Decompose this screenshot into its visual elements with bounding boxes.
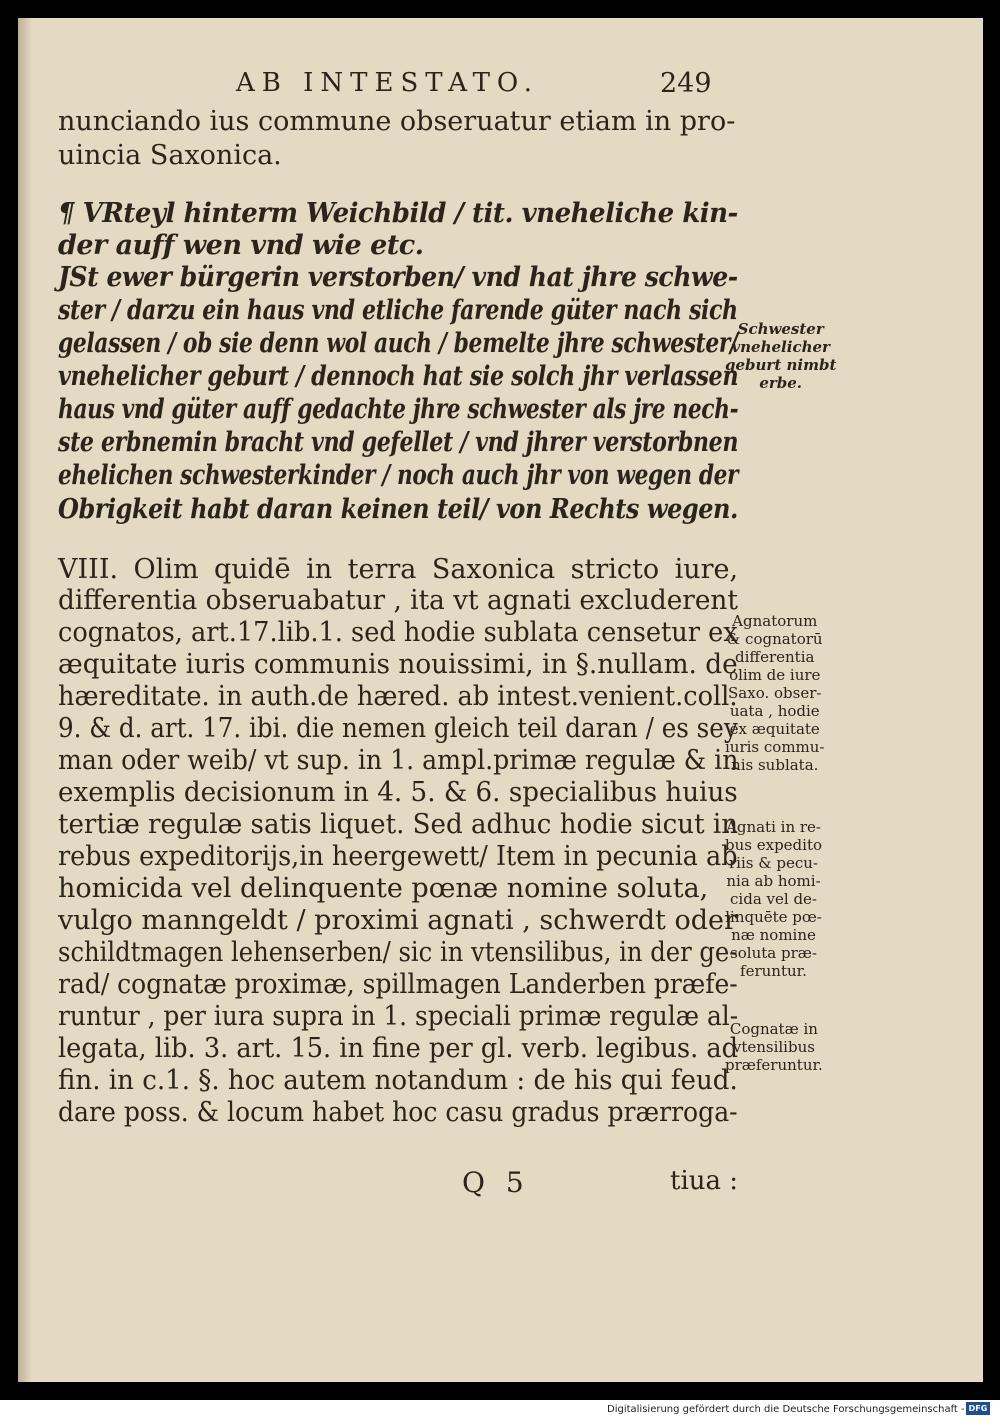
text-line: VIII. Olim quidē in terra Saxonica stricto iure,: [58, 554, 739, 585]
text-line: tertiæ regulæ satis liquet. Sed adhuc hodie sicut in: [58, 809, 739, 840]
text-line: Obrigkeit habt daran keinen teil/ von Rechts wegen.: [58, 494, 738, 525]
marginal-note-line: bus expedito: [725, 836, 823, 854]
text-line: ¶ VRteyl hinterm Weichbild / tit. vneheliche kin-: [58, 198, 738, 229]
marginal-note-line: næ nomine: [731, 926, 816, 944]
catchword: tiua :: [670, 1166, 739, 1196]
marginal-note: [725, 1020, 823, 1074]
text-line: differentia obseruabatur , ita vt agnati excluderent: [58, 585, 738, 616]
text-line: rad/ cognatæ proximæ, spillmagen Landerben præfe-: [58, 969, 738, 1000]
text-line: vnehelicher geburt / dennoch hat sie solch jhr verlassen: [58, 361, 739, 392]
marginal-note-line: ex æquitate: [729, 720, 820, 738]
marginal-note-line: olim de iure: [729, 666, 821, 684]
marginal-note: [725, 320, 836, 392]
text-line: cognatos, art.17.lib.1. sed hodie sublata censetur ex: [58, 617, 738, 648]
marginal-note-line: soluta præ-: [730, 944, 817, 962]
text-line: JSt ewer bürgerin verstorben/ vnd hat jhre schwe-: [58, 262, 738, 293]
text-line: rebus expeditorijs,in heergewett/ Item in pecunia ab: [58, 841, 738, 872]
marginal-note-line: erbe.: [759, 374, 803, 392]
signature-mark: Q 5: [462, 1166, 530, 1199]
marginal-note-line: vnehelicher: [731, 338, 830, 356]
running-title: AB INTESTATO.: [236, 68, 539, 98]
marginal-note-line: nia ab homi-: [726, 872, 821, 890]
text-line: vulgo manngeldt / proximi agnati , schwerdt oder: [58, 905, 737, 936]
marginal-note-line: cida vel de-: [730, 890, 817, 908]
marginal-note-line: præferuntur.: [725, 1056, 823, 1074]
text-line: homicida vel delinquente pœnæ nomine soluta,: [58, 873, 709, 904]
text-line: ste erbnemin bracht vnd gefellet / vnd jhrer verstorbnen: [58, 427, 739, 458]
text-line: ehelichen schwesterkinder / noch auch jhr von wegen der: [58, 460, 739, 491]
digitization-credit: Digitalisierung gefördert durch die Deutsche Forschungsgemeinschaft -: [607, 1404, 965, 1415]
marginal-note-line: Agnatorum: [732, 612, 818, 630]
text-line: nunciando ius commune obseruatur etiam in pro-: [58, 106, 736, 137]
text-line: man oder weib/ vt sup. in 1. ampl.primæ regulæ & in: [58, 745, 739, 776]
marginal-note-line: iuris commu-: [725, 738, 825, 756]
text-line: legata, lib. 3. art. 15. in fine per gl. verb. legibus. ad: [58, 1033, 739, 1064]
marginal-note-line: & cognatorū: [726, 630, 823, 648]
gutter-shadow: [18, 18, 32, 1382]
marginal-note-line: uata , hodie: [729, 702, 820, 720]
marginal-note: [725, 612, 825, 774]
text-line: æquitate iuris communis nouissimi, in §.nullam. de: [58, 649, 738, 680]
marginal-note-line: Schwester: [737, 320, 824, 338]
marginal-note-line: feruntur.: [740, 962, 807, 980]
text-line: ster / darzu ein haus vnd etliche farende güter nach sich: [58, 295, 738, 326]
marginal-note-line: geburt nimbt: [725, 356, 837, 374]
marginal-note: [725, 818, 822, 980]
text-line: hæreditate. in auth.de hæred. ab intest.venient.coll.: [58, 681, 738, 712]
text-line: uincia Saxonica.: [58, 140, 282, 171]
book-page: [18, 18, 983, 1382]
text-line: haus vnd güter auff gedachte jhre schwester als jre nech-: [58, 394, 739, 425]
text-line: fin. in c.1. §. hoc autem notandum : de his qui feud.: [58, 1065, 738, 1096]
text-line: der auff wen vnd wie etc.: [58, 230, 424, 261]
text-line: gelassen / ob sie denn wol auch / bemelte jhre schwester/: [58, 328, 738, 359]
marginal-note-line: differentia: [735, 648, 815, 666]
marginal-note-line: Agnati in re-: [726, 818, 821, 836]
marginal-note-line: Cognatæ in: [729, 1020, 818, 1038]
page-number: 249: [660, 68, 712, 99]
marginal-note-line: vtensilibus: [732, 1038, 815, 1056]
marginal-note-line: Saxo. obser-: [728, 684, 822, 702]
text-line: 9. & d. art. 17. ibi. die nemen gleich teil daran / es sey: [58, 713, 738, 744]
text-line: runtur , per iura supra in 1. speciali primæ regulæ al-: [58, 1001, 739, 1032]
dfg-logo: DFG: [966, 1402, 990, 1415]
text-line: exemplis decisionum in 4. 5. & 6. specialibus huius: [58, 777, 738, 808]
marginal-note-line: nis sublata.: [731, 756, 819, 774]
marginal-note-line: linquēte pœ-: [725, 908, 822, 926]
marginal-note-line: riis & pecu-: [729, 854, 818, 872]
text-line: dare poss. & locum habet hoc casu gradus prærroga-: [58, 1097, 738, 1128]
text-line: schildtmagen lehenserben/ sic in vtensilibus, in der ge-: [58, 937, 738, 968]
